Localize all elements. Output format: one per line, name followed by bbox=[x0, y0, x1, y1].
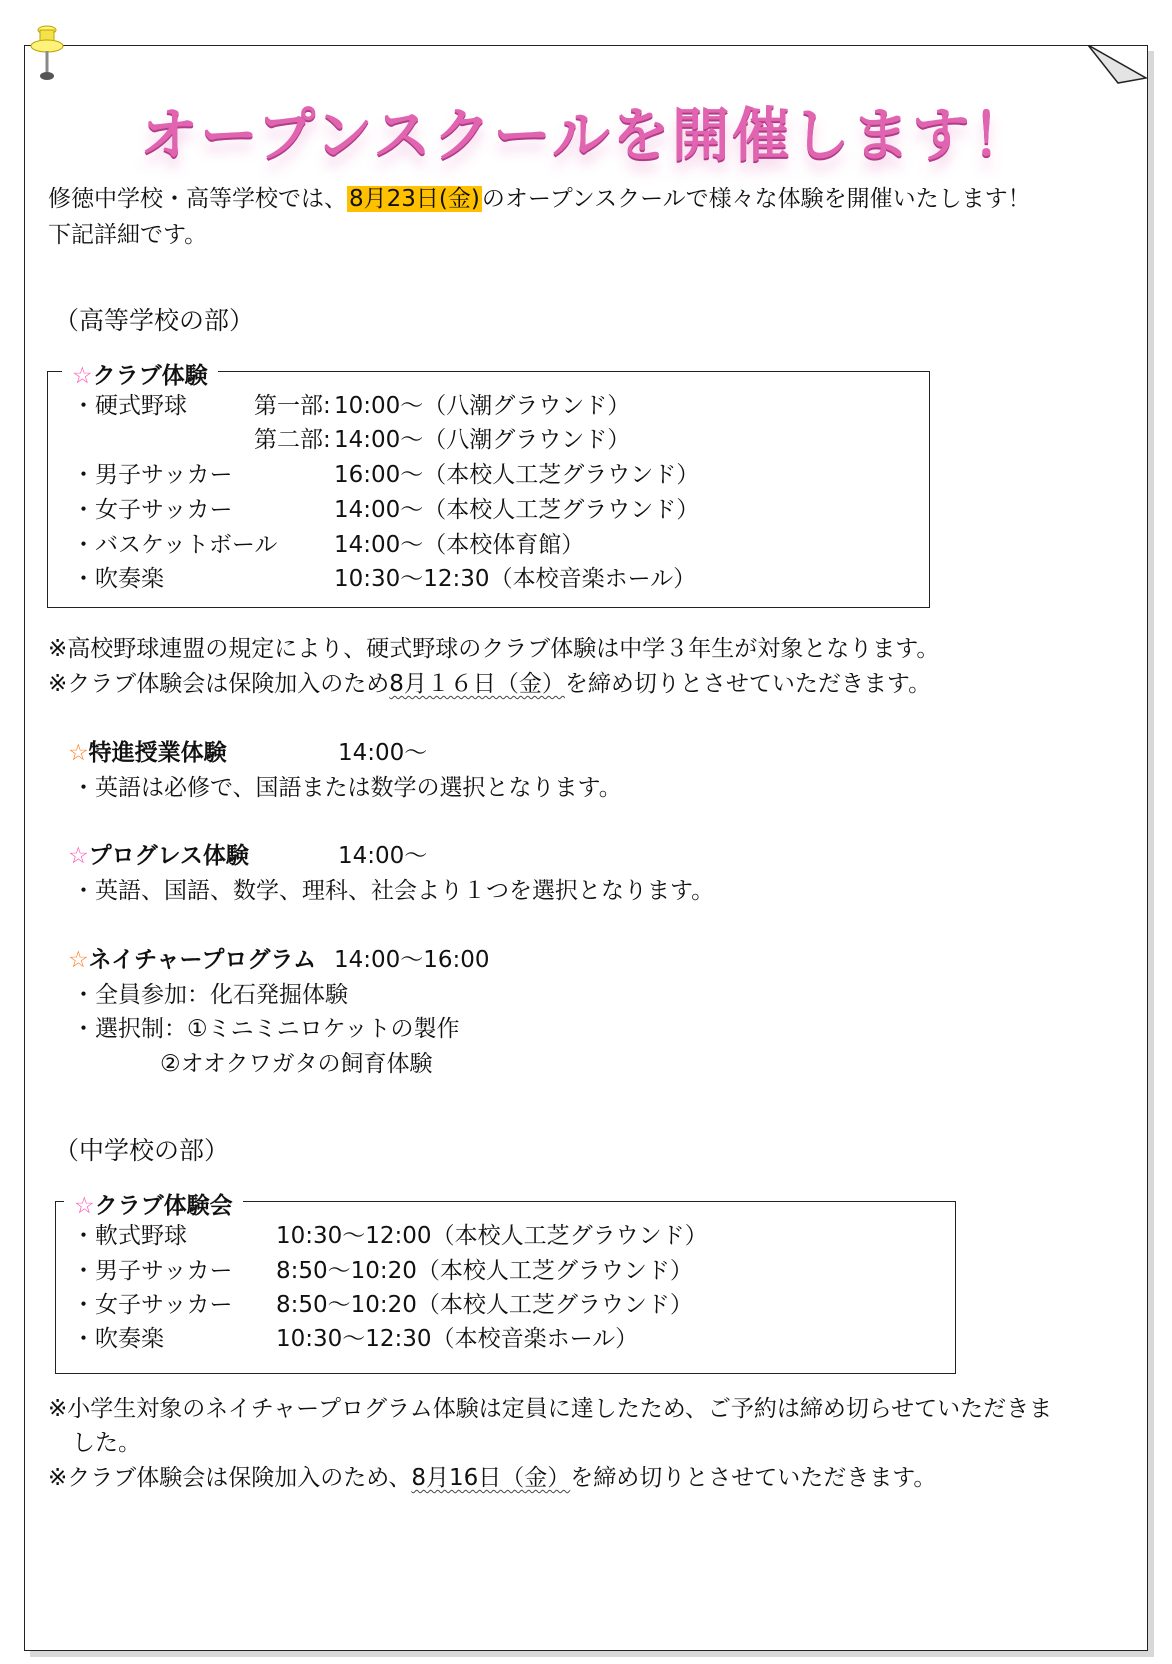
nature-heading: ☆ネイチャープログラム bbox=[68, 947, 317, 973]
junior-high-heading: （中学校の部） bbox=[54, 1136, 230, 1165]
note-line: ※クラブ体験会は保険加入のため、8月16日（金）を締め切りとさせていただきます。 bbox=[48, 1465, 937, 1491]
club-row-time: 14:00～（八潮グラウンド） bbox=[334, 427, 631, 453]
page-title: オープンスクールを開催します！ bbox=[140, 101, 1032, 169]
nature-line: ②オオクワガタの飼育体験 bbox=[160, 1051, 433, 1077]
club-row-name: ・男子サッカー bbox=[72, 1258, 233, 1284]
club-row-time: 8:50～10:20（本校人工芝グラウンド） bbox=[276, 1258, 693, 1284]
star-icon: ☆ bbox=[72, 363, 93, 389]
event-date-highlight: 8月23日(金) bbox=[349, 186, 480, 212]
club-row-name: ・男子サッカー bbox=[72, 462, 233, 488]
deadline-date: 8月１６日（金） bbox=[389, 671, 565, 697]
high-school-club-heading: ☆クラブ体験 bbox=[62, 357, 218, 390]
club-row-name: ・バスケットボール bbox=[72, 532, 278, 558]
club-row-name: ・女子サッカー bbox=[72, 497, 233, 523]
club-row-time: 16:00～（本校人工芝グラウンド） bbox=[334, 462, 700, 488]
deadline-date: 8月16日（金） bbox=[411, 1465, 571, 1491]
note-line: ※小学生対象のネイチャープログラム体験は定員に達したため、ご予約は締め切らせていただきま bbox=[48, 1396, 1053, 1422]
tokushin-time: 14:00～ bbox=[338, 740, 428, 766]
star-icon: ☆ bbox=[68, 947, 89, 973]
club-row-time: 10:30～12:30（本校音楽ホール） bbox=[276, 1326, 639, 1352]
junior-high-club-heading: ☆クラブ体験会 bbox=[64, 1187, 243, 1220]
tokushin-detail: ・英語は必修で、国語または数学の選択となります。 bbox=[72, 775, 622, 801]
intro-line: 修徳中学校・高等学校では、8月23日(金)のオープンスクールで様々な体験を開催いたします！ bbox=[48, 186, 1031, 212]
club-row-time: 10:00～（八潮グラウンド） bbox=[334, 393, 631, 419]
club-row-name: ・女子サッカー bbox=[72, 1292, 233, 1318]
club-row-sub: 第二部: bbox=[254, 427, 331, 453]
high-school-heading: （高等学校の部） bbox=[54, 306, 255, 335]
note-line: ※クラブ体験会は保険加入のため8月１６日（金）を締め切りとさせていただきます。 bbox=[48, 671, 932, 697]
note-line: ※高校野球連盟の規定により、硬式野球のクラブ体験は中学３年生が対象となります。 bbox=[48, 636, 940, 662]
star-icon: ☆ bbox=[68, 843, 89, 869]
club-row-name: ・吹奏楽 bbox=[72, 566, 164, 592]
nature-line: ・選択制：①ミニミニロケットの製作 bbox=[72, 1016, 460, 1042]
club-row-time: 14:00～（本校人工芝グラウンド） bbox=[334, 497, 700, 523]
nature-line: ・全員参加：化石発掘体験 bbox=[72, 982, 348, 1008]
club-row-name: ・硬式野球 bbox=[72, 393, 187, 419]
progress-detail: ・英語、国語、数学、理科、社会より１つを選択となります。 bbox=[72, 878, 715, 904]
star-icon: ☆ bbox=[74, 1193, 95, 1219]
intro-line-2: 下記詳細です。 bbox=[48, 222, 208, 248]
tokushin-heading: ☆特進授業体験 bbox=[68, 740, 227, 766]
progress-heading: ☆プログレス体験 bbox=[68, 843, 249, 869]
page-curl-decoration bbox=[1088, 45, 1148, 93]
note-line: した。 bbox=[72, 1430, 141, 1456]
club-row-name: ・軟式野球 bbox=[72, 1223, 187, 1249]
club-row-time: 14:00～（本校体育館） bbox=[334, 532, 585, 558]
club-row-name: ・吹奏楽 bbox=[72, 1326, 164, 1352]
nature-time: 14:00～16:00 bbox=[334, 947, 490, 973]
club-row-time: 10:30～12:00（本校人工芝グラウンド） bbox=[276, 1223, 708, 1249]
star-icon: ☆ bbox=[68, 740, 89, 766]
progress-time: 14:00～ bbox=[338, 843, 428, 869]
club-row-time: 8:50～10:20（本校人工芝グラウンド） bbox=[276, 1292, 693, 1318]
club-row-sub: 第一部: bbox=[254, 393, 331, 419]
club-row-time: 10:30～12:30（本校音楽ホール） bbox=[334, 566, 697, 592]
pushpin-icon bbox=[26, 24, 72, 86]
